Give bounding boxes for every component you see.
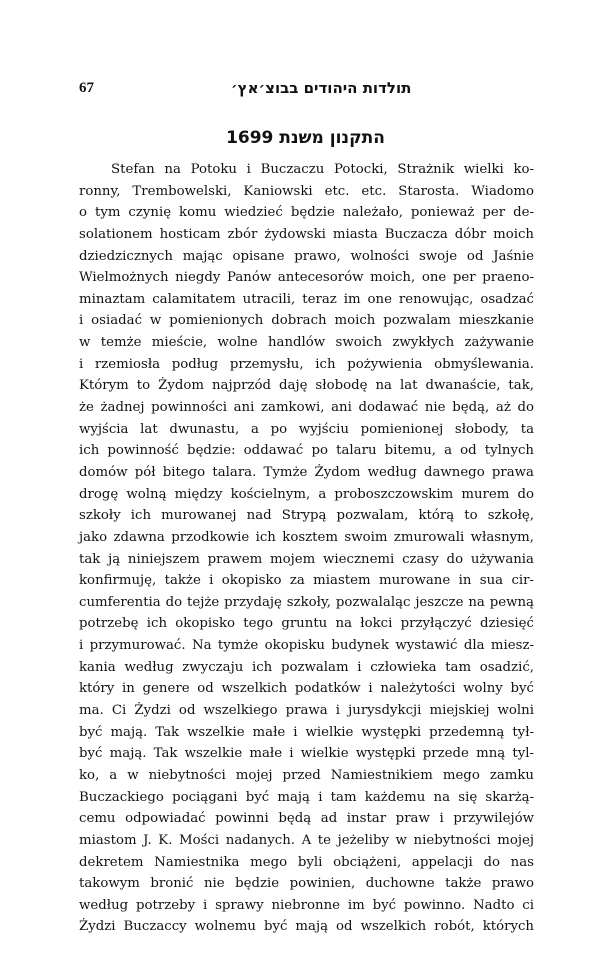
text-line: Którym to Żydom najprzód daję słobodę na lat dwanaście, tak, (79, 378, 534, 394)
text-line: wyjścia lat dwunastu, a po wyjściu pomienionej słobody, ta (79, 421, 534, 437)
text-line: w temże mieście, wolne handlów swoich zwykłych zażywanie (79, 335, 534, 351)
text-line: cemu odpowiadać powinni będą ad instar praw i przywilejów (79, 811, 534, 827)
text-line: drogę wolną między kościelnym, a proboszczowskim murem do (79, 486, 534, 502)
text-line: szkoły ich murowanej nad Strypą pozwalam, którą to szkołę, (79, 508, 534, 524)
text-line: miastom J. K. Mości nadanych. A te jeżeliby w niebytności mojej (79, 832, 534, 848)
text-line: takowym bronić nie będzie powinien, duchowne także prawo (79, 876, 534, 892)
text-line: Żydzi Buczaccy wolnemu być mają od wszelkich robót, których (79, 919, 534, 935)
text-line: który in genere od wszelkich podatków i należytości wolny być (79, 681, 534, 697)
text-line: i osiadać w pomienionych dobrach moich pozwalam mieszkanie (79, 313, 534, 329)
text-line: dziedzicznych mając opisane prawo, wolności swoje od Jaśnie (79, 248, 534, 264)
text-line: być mają. Tak wszelkie małe i wielkie występki przede mną tyl- (79, 746, 534, 762)
text-line: dekretem Namiestnika mego byli obciążeni, appelacji do nas (79, 854, 534, 870)
text-line: Buczackiego pociągani być mają i tam każdemu na się skarżą- (79, 789, 534, 805)
text-line: być mają. Tak wszelkie małe i wielkie występki przedemną tył- (79, 724, 534, 740)
text-line: ma. Ci Żydzi od wszelkiego prawa i jurysdykcji miejskiej wolni (79, 703, 534, 719)
text-line: Wielmożnych niegdy Panów antecesorów moich, one per praeno- (79, 270, 534, 286)
text-line: ich powinność będzie: oddawać po talaru bitemu, a od tylnych (79, 443, 534, 459)
text-line: ko, a w niebytności mojej przed Namiestnikiem mego zamku (79, 767, 534, 783)
text-line: i przymurować. Na tymże okopisku budynek wystawić dla miesz- (79, 638, 534, 654)
page-number: 67 (79, 80, 94, 96)
text-line: Stefan na Potoku i Buczaczu Potocki, Strażnik wielki ko- (111, 162, 534, 177)
body-text (79, 159, 534, 938)
text-line: minaztam calamitatem utracili, teraz im one renowując, osadzać (79, 291, 534, 307)
running-head: תולדות היהודים בבוצ׳אץ׳ (231, 79, 412, 97)
text-line: i rzemiosła podług przemysłu, ich pożywienia obmyślewania. (79, 356, 534, 372)
text-line: że żadnej powinności ani zamkowi, ani dodawać nie będą, aż do (79, 400, 534, 416)
text-line: tak ją niniejszem prawem mojem wiecznemi czasy do używania (79, 551, 534, 567)
text-line: jako zdawna przodkowie ich kosztem swoim zmurowali własnym, (79, 529, 534, 545)
text-line: solationem hosticam zbór żydowski miasta Buczacza dóbr moich (79, 226, 534, 242)
text-line: o tym czynię komu wiedzieć będzie należało, ponieważ per de- (79, 205, 534, 221)
document-title: התקנון משנת 1699 (226, 128, 385, 148)
text-line: ronny, Trembowelski, Kaniowski etc. etc. Starosta. Wiadomo (79, 183, 534, 199)
text-line: domów pół bitego talara. Tymże Żydom według dawnego prawa (79, 464, 534, 480)
text-line: konfirmuję, także i okopisko za miastem murowane in sua cir- (79, 573, 534, 589)
text-line: kania według zwyczaju ich pozwalam i człowieka tam osadzić, (79, 659, 534, 675)
text-line: potrzebę ich okopisko tego gruntu na łokci przyłączyć dziesięć (79, 616, 534, 632)
text-line: według potrzeby i sprawy niebronne im być powinno. Nadto ci (79, 897, 534, 913)
text-line: cumferentia do tejże przydaję szkoły, pozwalaląc jeszcze na pewną (79, 594, 534, 610)
